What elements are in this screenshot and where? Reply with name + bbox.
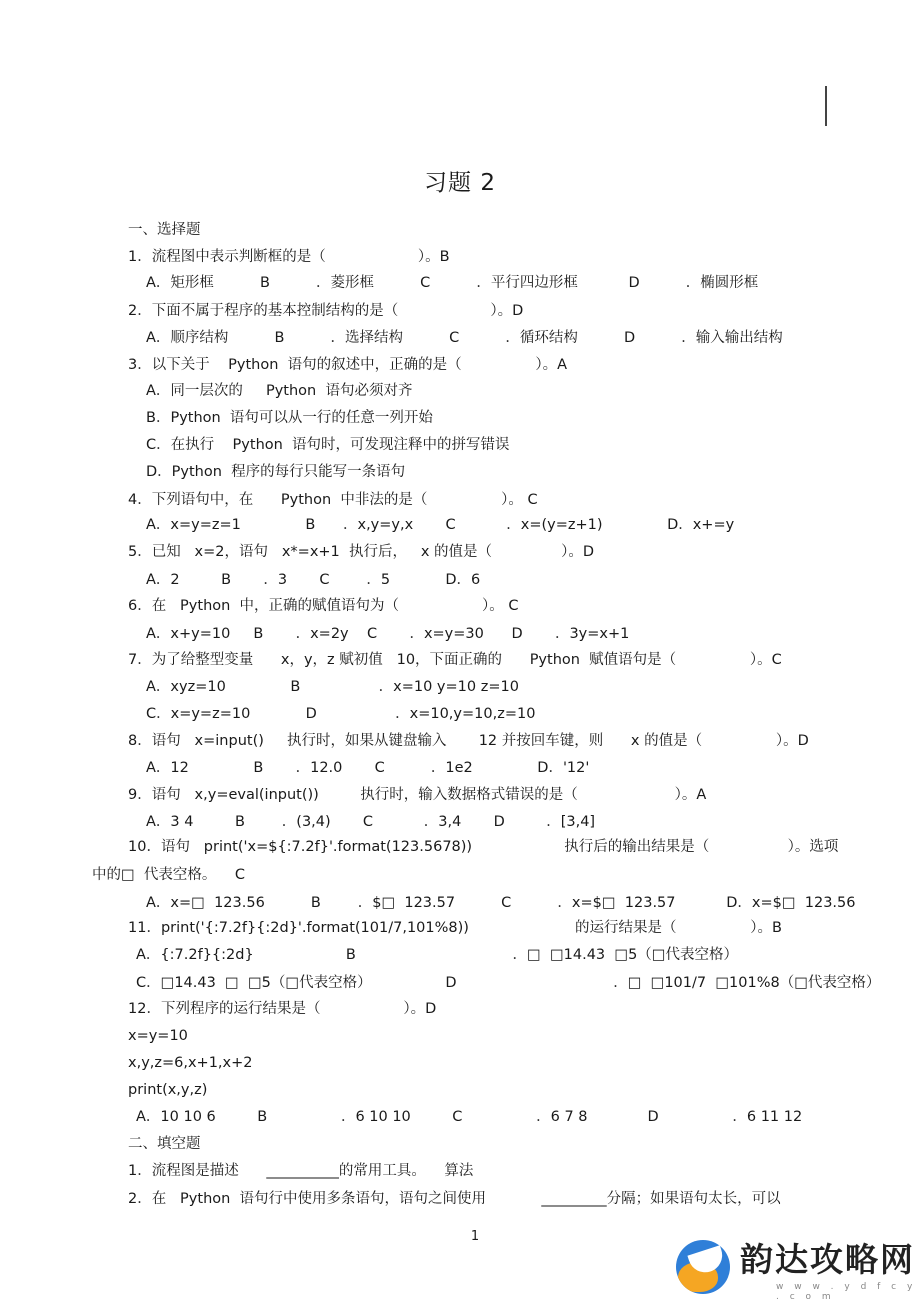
question-6: 6．在 Python 中，正确的赋值语句为（ ）。 C xyxy=(128,598,519,614)
question-2-options: A．顺序结构 B ．选择结构 C ．循环结构 D ．输入输出结构 xyxy=(146,330,783,346)
code-line-3: print(x,y,z) xyxy=(128,1082,208,1098)
question-7-options-ab: A．xyz=10 B ．x=10 y=10 z=10 xyxy=(146,679,519,695)
section-heading-choice: 一、选择题 xyxy=(128,222,201,238)
question-7-options-cd: C．x=y=z=10 D ．x=10,y=10,z=10 xyxy=(146,706,536,722)
question-3-option-d: D．Python 程序的每行只能写一条语句 xyxy=(146,464,406,480)
question-10: 10．语句 print('x=${:7.2f}'.format(123.5678)) 执行后的输出结果是（ ）。选项 xyxy=(128,839,839,855)
margin-rule xyxy=(825,86,827,126)
question-11-options-ab: A．{:7.2f}{:2d} B ．□ □14.43 □5（□代表空格） xyxy=(136,947,738,963)
question-1: 1．流程图中表示判断框的是（ ）。B xyxy=(128,249,450,265)
question-9: 9．语句 x,y=eval(input()) 执行时，输入数据格式错误的是（ ）。A xyxy=(128,787,707,803)
section-heading-fill: 二、填空题 xyxy=(128,1136,201,1152)
bird-logo-icon xyxy=(676,1240,730,1294)
question-5: 5．已知 x=2，语句 x*=x+1 执行后， x 的值是（ ）。D xyxy=(128,544,595,560)
code-line-2: x,y,z=6,x+1,x+2 xyxy=(128,1055,253,1071)
question-12-options: A．10 10 6 B ．6 10 10 C ．6 7 8 D ．6 11 12 xyxy=(136,1109,803,1125)
question-3-option-b: B．Python 语句可以从一行的任意一列开始 xyxy=(146,410,433,426)
question-3-option-a: A．同一层次的 Python 语句必须对齐 xyxy=(146,383,413,399)
question-12: 12．下列程序的运行结果是（ ）。D xyxy=(128,1001,437,1017)
fill-question-1: 1．流程图是描述 __________的常用工具。 算法 xyxy=(128,1163,474,1179)
question-11: 11．print('{:7.2f}{:2d}'.format(101/7,101%8)) 的运行结果是（ ）。B xyxy=(128,920,782,936)
question-1-options: A．矩形框 B ．菱形框 C ．平行四边形框 D ．椭圆形框 xyxy=(146,275,759,291)
question-6-options: A．x+y=10 B ．x=2y C ．x=y=30 D ．3y=x+1 xyxy=(146,626,630,642)
question-10-options: A．x=□ 123.56 B ．$□ 123.57 C ．x=$□ 123.57 D．x=$□ 123.56 xyxy=(146,895,856,911)
page-number: 1 xyxy=(470,1229,480,1244)
question-4-options: A．x=y=z=1 B ．x,y=y,x C ．x=(y=z+1) D．x+=y xyxy=(146,517,735,533)
page-title: 习题 2 xyxy=(424,170,496,196)
question-8-options: A．12 B ．12.0 C ．1e2 D．'12' xyxy=(146,760,590,776)
watermark-logo xyxy=(672,1236,920,1301)
question-3-option-c: C．在执行 Python 语句时，可发现注释中的拼写错误 xyxy=(146,437,510,453)
question-5-options: A．2 B ．3 C ．5 D．6 xyxy=(146,572,481,588)
fill-question-2: 2．在 Python 语句行中使用多条语句，语句之间使用 _________分隔；如果语句太长，可以 xyxy=(128,1191,781,1207)
watermark-text: 韵达攻略网 xyxy=(740,1240,915,1279)
question-3: 3．以下关于 Python 语句的叙述中，正确的是（ ）。A xyxy=(128,357,568,373)
question-2: 2．下面不属于程序的基本控制结构的是（ ）。D xyxy=(128,303,524,319)
question-9-options: A．3 4 B ．(3,4) C ．3,4 D ．[3,4] xyxy=(146,814,596,830)
code-line-1: x=y=10 xyxy=(128,1028,188,1044)
question-4: 4．下列语句中，在 Python 中非法的是（ ）。 C xyxy=(128,492,538,508)
question-11-options-cd: C．□14.43 □ □5（□代表空格） D ．□ □101/7 □101%8（□代表空格） xyxy=(136,975,881,991)
question-7: 7．为了给整型变量 x，y，z 赋初值 10，下面正确的 Python 赋值语句是（ ）。C xyxy=(128,652,782,668)
question-8: 8．语句 x=input() 执行时，如果从键盘输入 12 并按回车键，则 x 的值是（ ）。D xyxy=(128,733,809,749)
watermark-url: w w w . y d f c y . c o m xyxy=(776,1282,917,1302)
question-10-continued: 中的□ 代表空格。 C xyxy=(92,867,245,883)
